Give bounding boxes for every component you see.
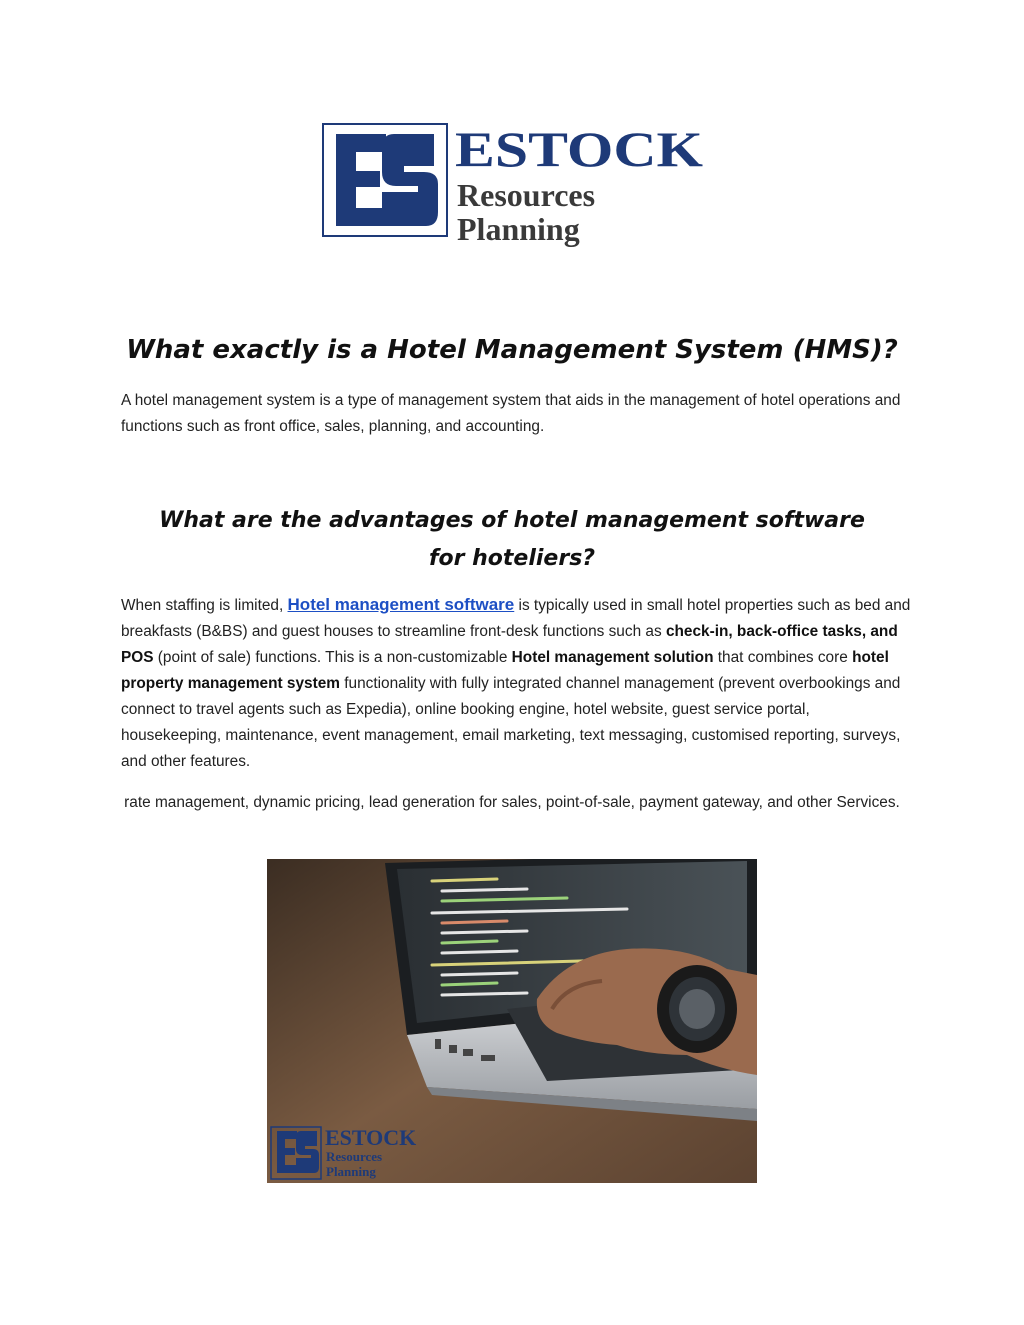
estock-logo <box>322 120 707 248</box>
paragraph-hms-definition: A hotel management system is a type of management system that aids in the management of hotel operations and functions such as front office, sales, planning, and accounting. <box>121 392 901 435</box>
para2-text-2: is typically used in small hotel properties such as bed and breakfasts (B&BS) and guest houses to streamline front-desk functions such as <box>121 597 911 640</box>
logo-line2: Resources <box>457 177 596 213</box>
paragraph-rate-management: rate management, dynamic pricing, lead generation for sales, point-of-sale, payment gateway, and other Services. <box>124 794 900 811</box>
logo-line1: ESTOCK <box>455 121 704 177</box>
heading-what-is-hms: What exactly is a Hotel Management System (HMS)? <box>126 335 898 365</box>
photo-logo-line3: Planning <box>326 1164 376 1179</box>
laptop-coding-photo <box>267 859 757 1183</box>
photo-logo-line2: Resources <box>326 1149 383 1164</box>
para2-text-1: When staffing is limited, <box>121 597 288 614</box>
paragraph-advantages <box>121 592 911 775</box>
logo-line3: Planning <box>457 211 580 247</box>
heading-advantages: What are the advantages of hotel management software for hoteliers? <box>159 508 865 571</box>
para2-bold-2: Hotel management solution <box>511 649 714 666</box>
para2-bold-1: check-in, back-office tasks, and POS <box>121 623 898 666</box>
para2-text-4: that combines core <box>713 649 853 666</box>
para2-text-3: (point of sale) functions. This is a non-customizable <box>153 649 512 666</box>
para2-bold-3: hotel property management system <box>121 649 889 692</box>
hotel-management-software-link[interactable]: Hotel management software <box>287 595 515 614</box>
photo-logo-line1: ESTOCK <box>325 1125 417 1150</box>
para2-text-5: functionality with fully integrated channel management (prevent overbookings and connect to travel agents such as Expedia), online booking engine, hotel website, guest service portal, housekeeping, maintenance, event management, email marketing, text messaging, customised reporting, surveys, and other features. <box>121 675 901 770</box>
